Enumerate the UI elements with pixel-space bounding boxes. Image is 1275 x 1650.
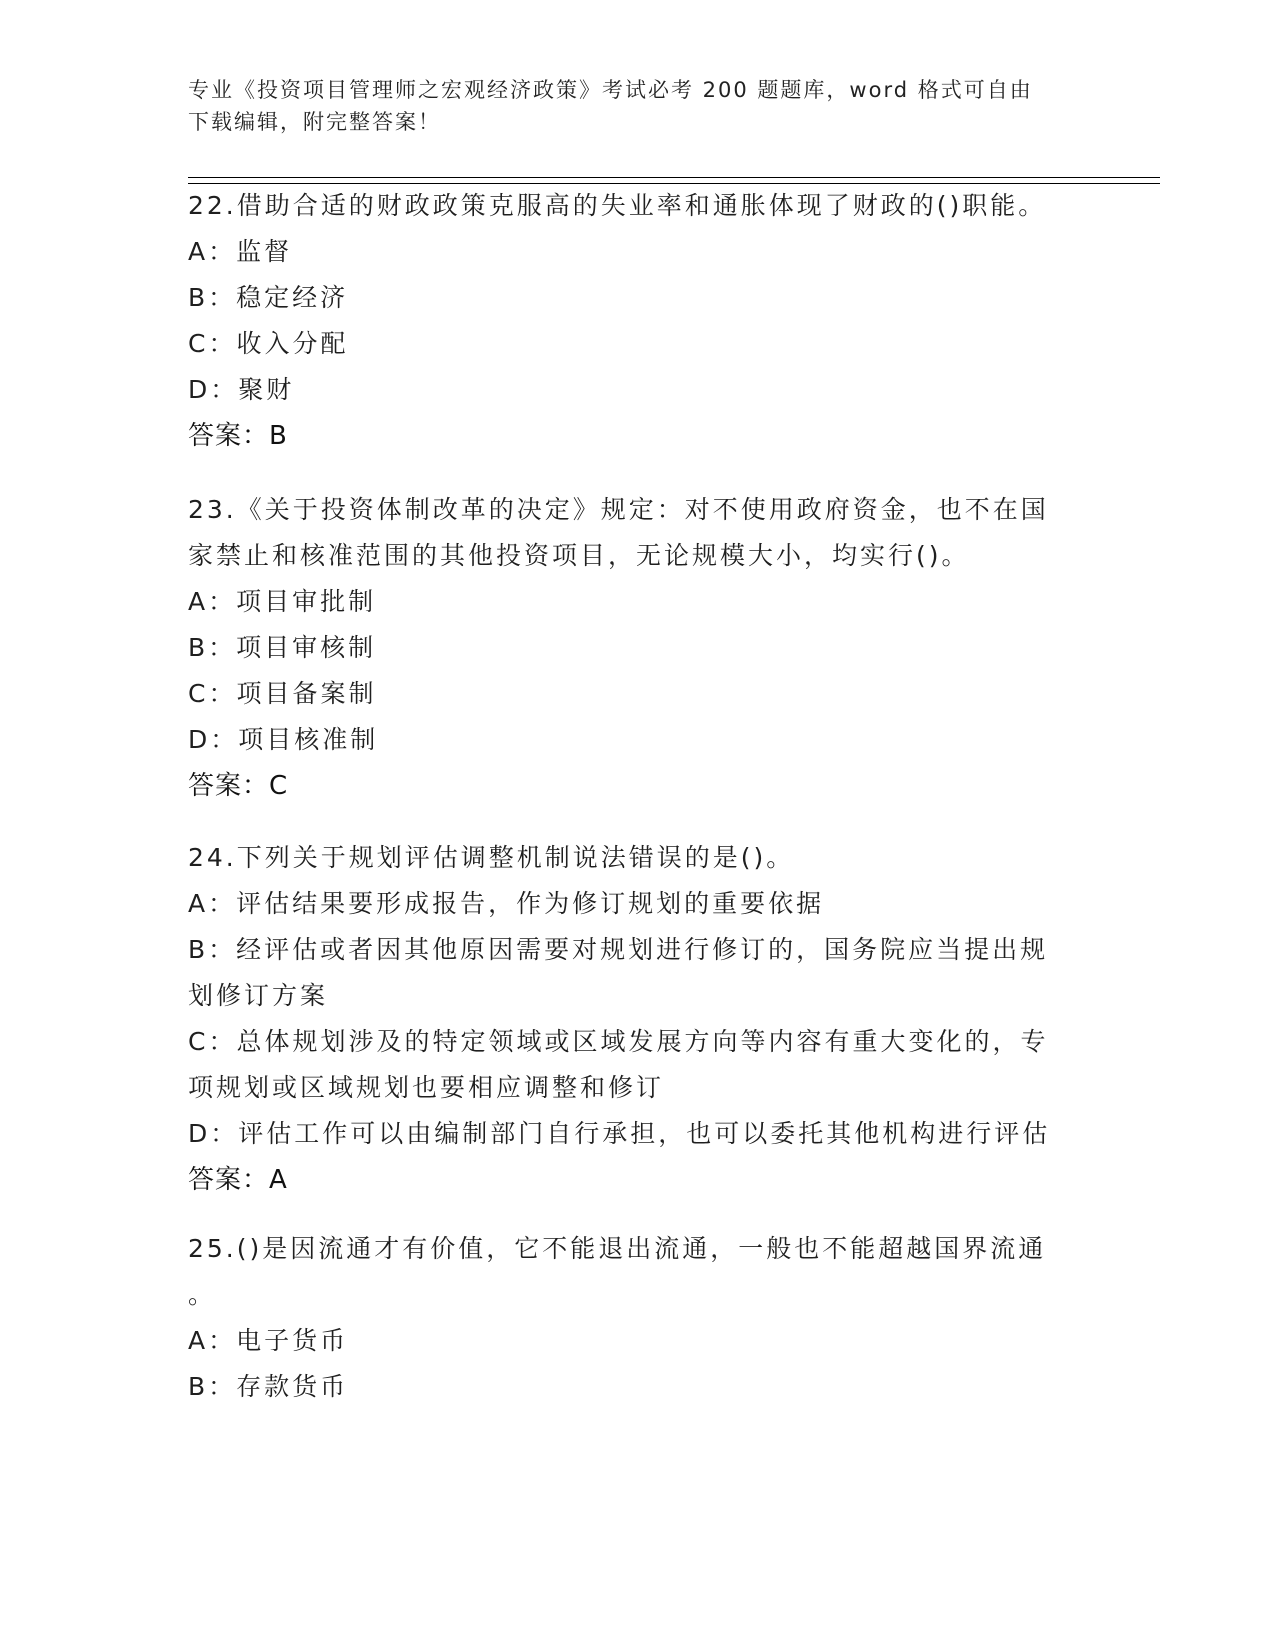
option-b-line-2: 划修订方案 (188, 981, 329, 1010)
option-c: C：项目备案制 (188, 679, 377, 708)
answer-label: 答案： (188, 421, 270, 451)
question-text: 22.借助合适的财政政策克服高的失业率和通胀体现了财政的()职能。 (188, 191, 1047, 220)
question-text-line-1: 25.()是因流通才有价值，它不能退出流通，一般也不能超越国界流通 (188, 1234, 1047, 1263)
question-text-line-2: 。 (188, 1280, 217, 1309)
header-divider-top (188, 177, 1160, 178)
option-c: C：收入分配 (188, 329, 349, 358)
header-line-1: 专业《投资项目管理师之宏观经济政策》考试必考 200 题题库，word 格式可自由 (188, 78, 1033, 102)
answer-label: 答案： (188, 1165, 270, 1195)
option-b: B：项目审核制 (188, 633, 377, 662)
answer-value: A (269, 1165, 288, 1195)
option-a: A：监督 (188, 237, 293, 266)
option-a: A：项目审批制 (188, 587, 377, 616)
option-d: D：评估工作可以由编制部门自行承担，也可以委托其他机构进行评估 (188, 1119, 1051, 1148)
option-d: D：聚财 (188, 375, 295, 404)
option-c-line-2: 项规划或区域规划也要相应调整和修订 (188, 1073, 665, 1102)
option-c-line-1: C：总体规划涉及的特定领域或区域发展方向等内容有重大变化的，专 (188, 1027, 1049, 1056)
question-text: 24.下列关于规划评估调整机制说法错误的是()。 (188, 843, 795, 872)
answer-value: C (269, 771, 289, 801)
answer-label: 答案： (188, 771, 270, 801)
question-25 (188, 1226, 1078, 1410)
question-22 (188, 183, 1078, 459)
answer-line (188, 763, 1078, 809)
question-text-line-2: 家禁止和核准范围的其他投资项目，无论规模大小，均实行()。 (188, 541, 970, 570)
answer-line (188, 1157, 1078, 1203)
option-d: D：项目核准制 (188, 725, 379, 754)
question-text-line-1: 23.《关于投资体制改革的决定》规定：对不使用政府资金，也不在国 (188, 495, 1049, 524)
question-23 (188, 487, 1078, 809)
option-a: A：评估结果要形成报告，作为修订规划的重要依据 (188, 889, 825, 918)
answer-line (188, 413, 1078, 459)
question-24 (188, 835, 1078, 1203)
option-b-line-1: B：经评估或者因其他原因需要对规划进行修订的，国务院应当提出规 (188, 935, 1049, 964)
header-line-2: 下载编辑，附完整答案！ (188, 110, 441, 134)
document-header (188, 74, 1068, 138)
answer-value: B (269, 421, 288, 451)
option-b: B：存款货币 (188, 1372, 349, 1401)
option-a: A：电子货币 (188, 1326, 349, 1355)
option-b: B：稳定经济 (188, 283, 349, 312)
